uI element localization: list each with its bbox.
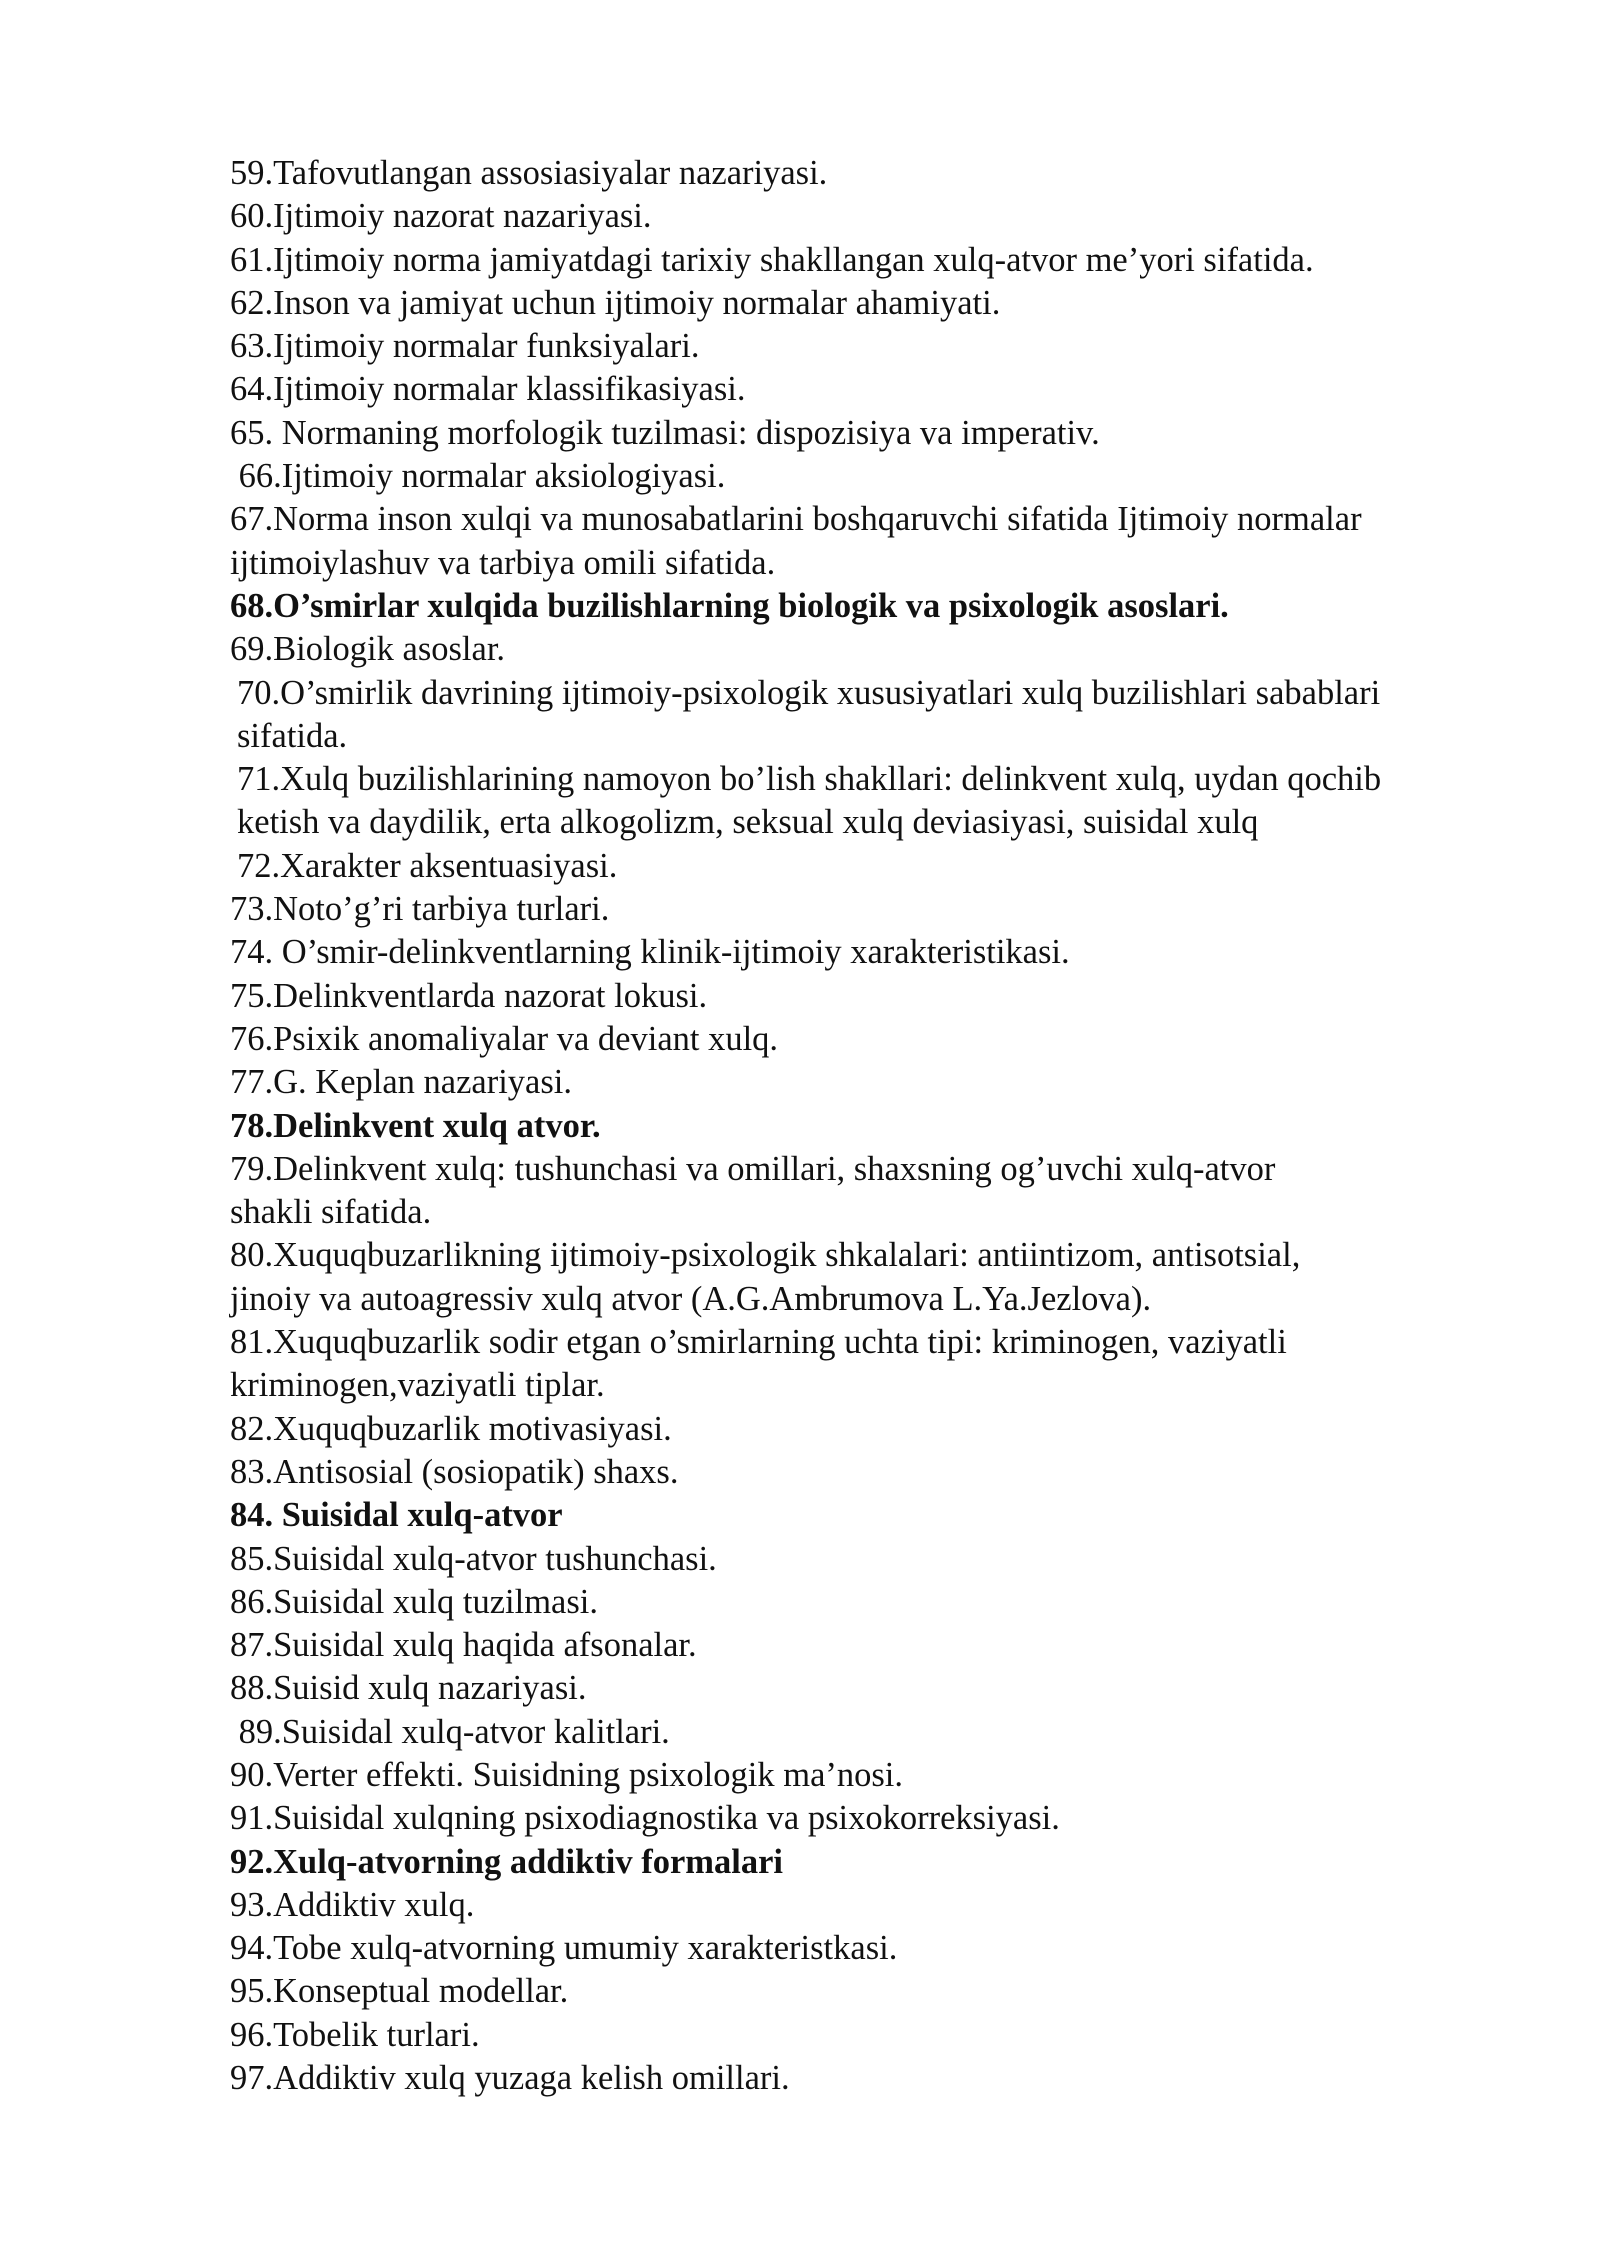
list-item: 75.Delinkventlarda nazorat lokusi.	[230, 976, 708, 1015]
list-item: 64.Ijtimoiy normalar klassifikasiyasi.	[230, 370, 746, 409]
list-item: 93.Addiktiv xulq.	[230, 1885, 475, 1924]
list-item: 70.O’smirlik davrining ijtimoiy-psixologik xususiyatlari xulq buzilishlari sabablari	[237, 673, 1381, 712]
document-body	[230, 152, 1490, 2100]
list-item: 67.Norma inson xulqi va munosabatlarini boshqaruvchi sifatida Ijtimoiy normalar	[230, 500, 1362, 539]
list-item: 63.Ijtimoiy normalar funksiyalari.	[230, 327, 700, 366]
list-item: 97.Addiktiv xulq yuzaga kelish omillari.	[230, 2059, 790, 2098]
list-item: 95.Konseptual modellar.	[230, 1972, 569, 2011]
list-item: 59.Tafovutlangan assosiasiyalar nazariyasi.	[230, 154, 828, 192]
list-item: 73.Noto’g’ri tarbiya turlari.	[230, 890, 610, 929]
list-item: 79.Delinkvent xulq: tushunchasi va omillari, shaxsning og’uvchi xulq-atvor	[230, 1149, 1276, 1188]
list-item: 83.Antisosial (sosiopatik) shaxs.	[230, 1452, 679, 1491]
section-heading: 68.O’smirlar xulqida buzilishlarning biologik va psixologik asoslari.	[230, 586, 1229, 625]
list-item: kriminogen,vaziyatli tiplar.	[230, 1366, 605, 1405]
list-item: ketish va daydilik, erta alkogolizm, seksual xulq deviasiyasi, suisidal xulq	[237, 803, 1259, 842]
list-item: sifatida.	[237, 716, 348, 755]
list-item: 69.Biologik asoslar.	[230, 630, 506, 669]
list-item: 65. Normaning morfologik tuzilmasi: dispozisiya va imperativ.	[230, 413, 1100, 452]
list-item: ijtimoiylashuv va tarbiya omili sifatida.	[230, 543, 776, 582]
list-item: 87.Suisidal xulq haqida afsonalar.	[230, 1626, 697, 1665]
list-item: 85.Suisidal xulq-atvor tushunchasi.	[230, 1539, 717, 1578]
list-item: 91.Suisidal xulqning psixodiagnostika va psixokorreksiyasi.	[230, 1799, 1060, 1838]
list-item: 72.Xarakter aksentuasiyasi.	[237, 846, 618, 885]
section-heading: 78.Delinkvent xulq atvor.	[230, 1106, 601, 1145]
list-item: 61.Ijtimoiy norma jamiyatdagi tarixiy shakllangan xulq-atvor me’yori sifatida.	[230, 240, 1314, 279]
list-item: 71.Xulq buzilishlarining namoyon bo’lish shakllari: delinkvent xulq, uydan qochib	[237, 760, 1382, 799]
list-item: 89.Suisidal xulq-atvor kalitlari.	[230, 1712, 670, 1751]
list-item: 81.Xuquqbuzarlik sodir etgan o’smirlarning uchta tipi: kriminogen, vaziyatli	[230, 1323, 1287, 1362]
list-item: 80.Xuquqbuzarlikning ijtimoiy-psixologik shkalalari: antiintizom, antisotsial,	[230, 1236, 1301, 1275]
list-item: 86.Suisidal xulq tuzilmasi.	[230, 1582, 598, 1621]
list-item: 94.Tobe xulq-atvorning umumiy xarakteristkasi.	[230, 1929, 898, 1968]
list-item: 62.Inson va jamiyat uchun ijtimoiy normalar ahamiyati.	[230, 283, 1001, 322]
list-item: 96.Tobelik turlari.	[230, 2015, 480, 2054]
list-item: jinoiy va autoagressiv xulq atvor (A.G.Ambrumova L.Ya.Jezlova).	[230, 1279, 1152, 1318]
section-heading: 92.Xulq-atvorning addiktiv formalari	[230, 1842, 783, 1881]
list-item: 82.Xuquqbuzarlik motivasiyasi.	[230, 1409, 672, 1448]
list-item: 60.Ijtimoiy nazorat nazariyasi.	[230, 197, 652, 236]
list-item: 88.Suisid xulq nazariyasi.	[230, 1669, 587, 1708]
list-item: 76.Psixik anomaliyalar va deviant xulq.	[230, 1019, 779, 1058]
list-item: shakli sifatida.	[230, 1193, 432, 1232]
list-item: 74. O’smir-delinkventlarning klinik-ijtimoiy xarakteristikasi.	[230, 933, 1070, 972]
section-heading: 84. Suisidal xulq-atvor	[230, 1496, 563, 1535]
list-item: 77.G. Keplan nazariyasi.	[230, 1063, 573, 1102]
list-item: 90.Verter effekti. Suisidning psixologik ma’nosi.	[230, 1755, 904, 1794]
list-item: 66.Ijtimoiy normalar aksiologiyasi.	[230, 457, 726, 496]
